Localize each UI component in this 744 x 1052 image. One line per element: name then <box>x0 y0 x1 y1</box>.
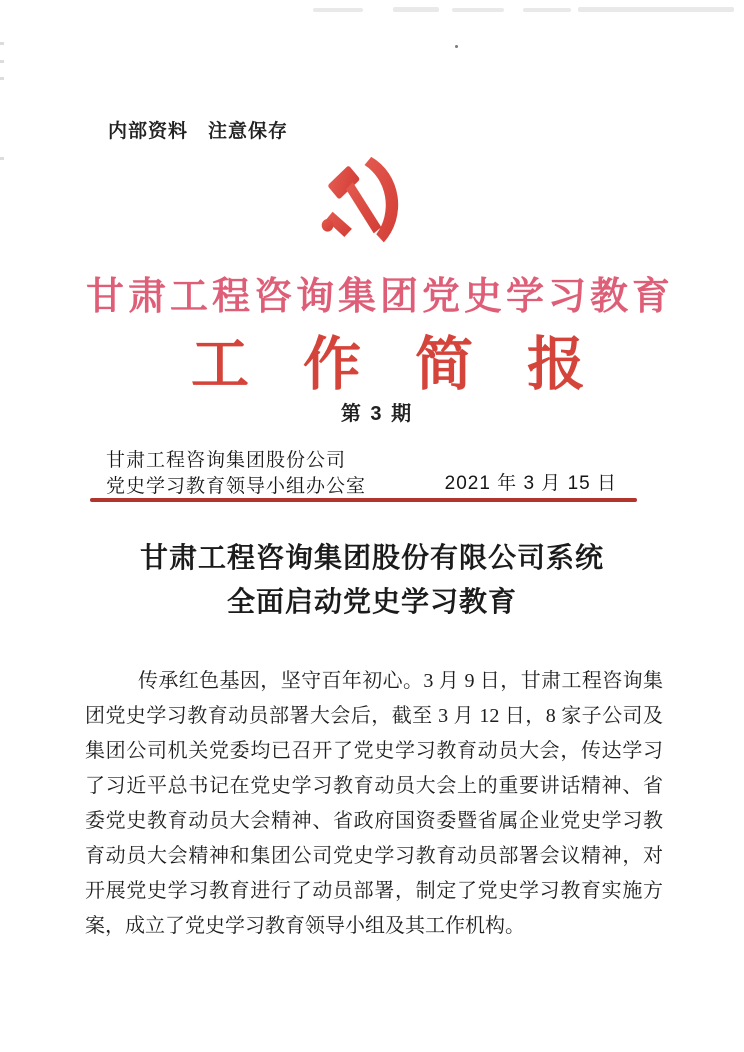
issue-date: 2021 年 3 月 15 日 <box>444 473 617 494</box>
scan-artifact <box>0 77 4 80</box>
body-line: 开展党史学习教育进行了动员部署，制定了党史学习教育实施方 <box>85 880 663 902</box>
scan-artifact <box>523 8 571 12</box>
masthead-title <box>6 276 744 318</box>
issuer-org-line1: 甘肃工程咨询集团股份公司 <box>106 450 347 471</box>
headline-line2: 全面启动党史学习教育 <box>226 586 517 617</box>
scan-artifact <box>0 157 4 160</box>
scan-artifact <box>313 8 363 12</box>
scan-artifact <box>455 45 458 48</box>
body-line: 育动员大会精神和集团公司党史学习教育动员部署会议精神，对 <box>85 845 663 867</box>
briefing-title-text: 工作简报 <box>190 332 639 397</box>
scan-artifact <box>0 60 4 63</box>
scan-artifact <box>393 7 439 12</box>
briefing-title <box>16 330 744 400</box>
body-line: 案，成立了党史学习教育领导小组及其工作机构。 <box>85 915 525 937</box>
masthead-title-text: 甘肃工程咨询集团党史学习教育 <box>85 276 674 318</box>
body-line: 委党史教育动员大会精神、省政府国资委暨省属企业党史学习教 <box>85 810 663 832</box>
article-headline <box>0 536 744 624</box>
body-line: 团党史学习教育动员部署大会后，截至 3 月 12 日，8 家子公司及 <box>85 705 663 727</box>
scan-artifact <box>578 7 734 12</box>
issue-number: 第 3 期 <box>340 403 414 425</box>
issuer-block <box>106 448 366 500</box>
body-line: 集团公司机关党委均已召开了党史学习教育动员大会，传达学习 <box>85 740 663 762</box>
red-divider-line <box>90 498 637 502</box>
article-body <box>85 664 663 944</box>
body-line: 了习近平总书记在党史学习教育动员大会上的重要讲话精神、省 <box>85 775 663 797</box>
scan-artifact <box>452 8 504 12</box>
issuer-org-line2: 党史学习教育领导小组办公室 <box>106 476 367 497</box>
party-emblem-icon <box>320 156 404 246</box>
headline-line1: 甘肃工程咨询集团股份有限公司系统 <box>139 542 604 573</box>
scan-artifact <box>0 42 4 45</box>
classification-notice: 内部资料 注意保存 <box>108 121 289 142</box>
body-line: 传承红色基因，坚守百年初心。3 月 9 日，甘肃工程咨询集 <box>138 670 663 692</box>
